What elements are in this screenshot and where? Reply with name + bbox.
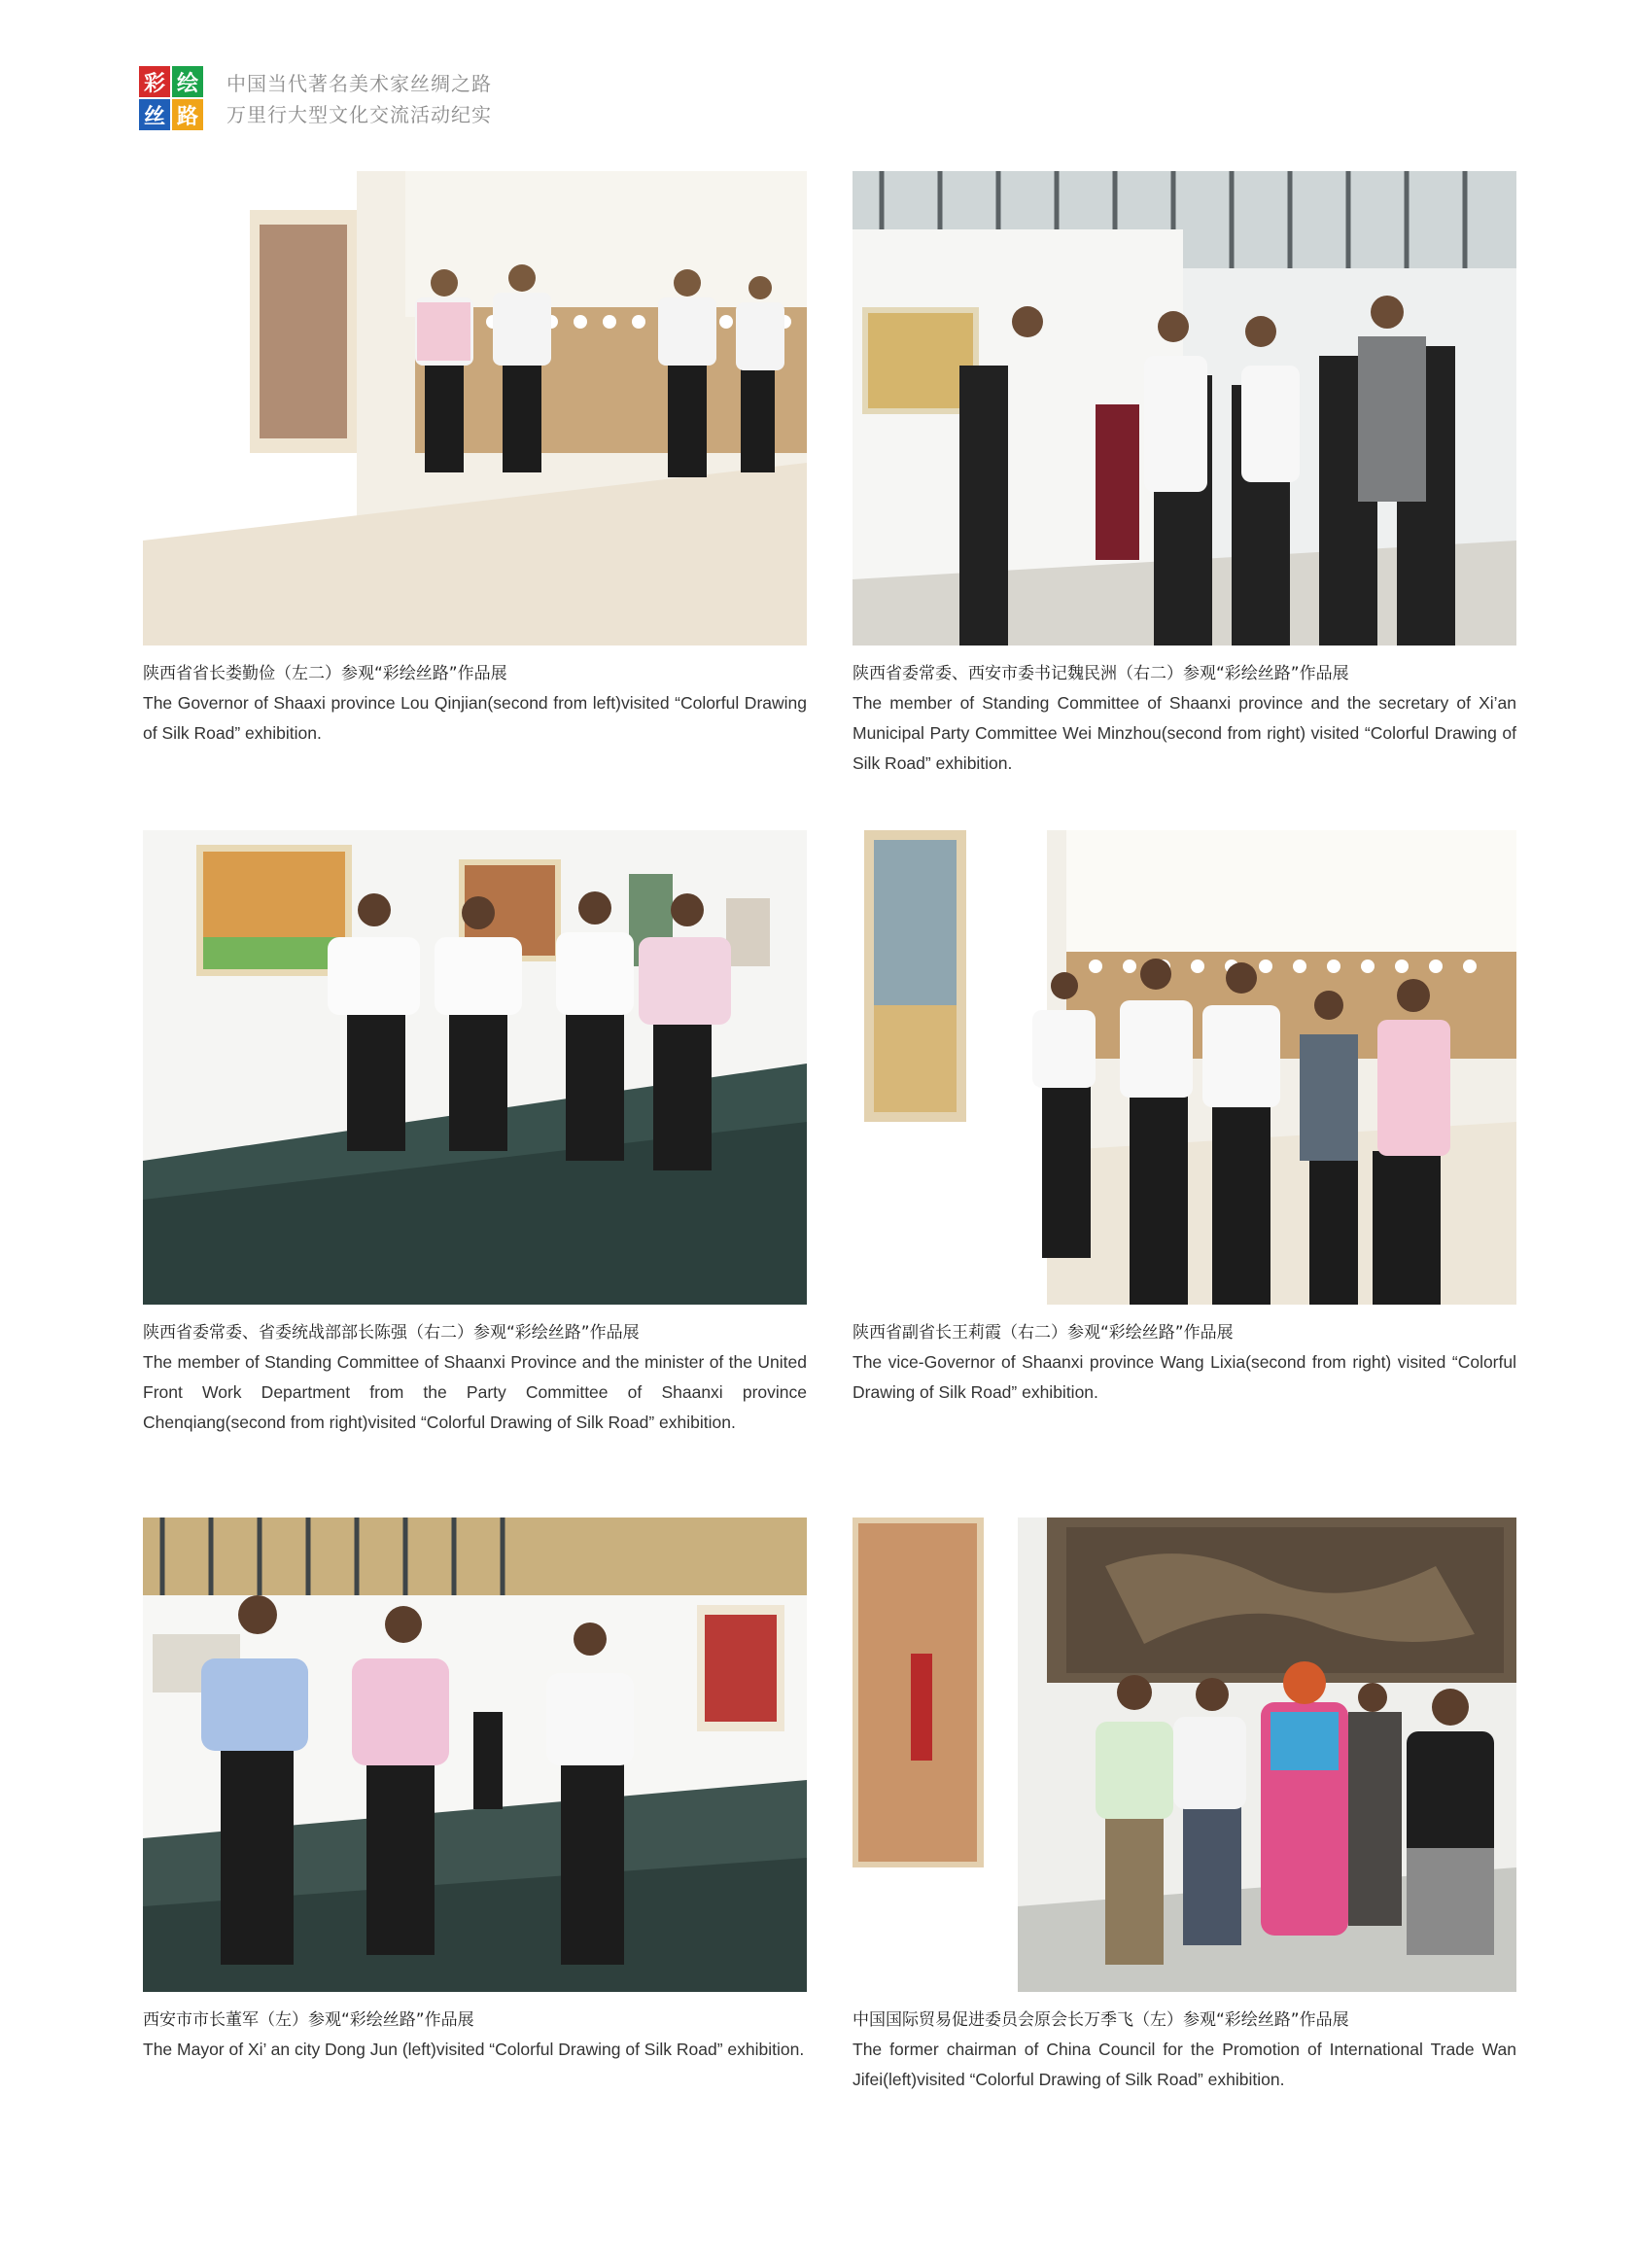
photo-caption-cn: 陕西省副省长王莉霞（右二）参观“彩绘丝路”作品展 xyxy=(853,1323,1234,1343)
photo-block-4 xyxy=(853,830,1516,1408)
exhibition-photo-2 xyxy=(853,171,1516,646)
photo-caption-cn: 陕西省委常委、省委统战部部长陈强（右二）参观“彩绘丝路”作品展 xyxy=(143,1323,640,1343)
photo-caption-en: The Mayor of Xi’ an city Dong Jun (left)visited “Colorful Drawing of Silk Road” exhibition. xyxy=(143,2040,805,2059)
brand-logo xyxy=(139,66,203,130)
photo-block-5 xyxy=(143,1518,807,2065)
photo-block-3 xyxy=(143,830,807,1438)
exhibition-photo-5 xyxy=(143,1518,807,1992)
photo-block-6 xyxy=(853,1518,1516,2095)
photo-caption-en: The member of Standing Committee of Shaanxi province and the secretary of Xi’an Municipal Party Committee Wei Minzhou(second from right) visited “Colorful Drawing of Silk Road” exhibition. xyxy=(853,693,1516,773)
photo-caption-cn: 陕西省省长娄勤俭（左二）参观“彩绘丝路”作品展 xyxy=(143,664,507,683)
photo-caption-en: The Governor of Shaaxi province Lou Qinjian(second from left)visited “Colorful Drawing of Silk Road” exhibition. xyxy=(143,693,807,743)
photo-caption-cn: 陕西省委常委、西安市委书记魏民洲（右二）参观“彩绘丝路”作品展 xyxy=(853,664,1349,683)
exhibition-photo-3 xyxy=(143,830,807,1305)
photo-block-2 xyxy=(853,171,1516,779)
photo-block-1 xyxy=(143,171,807,749)
page-header-title xyxy=(226,68,492,130)
photo-caption-cn: 西安市市长董军（左）参观“彩绘丝路”作品展 xyxy=(143,2010,474,2030)
logo-char: 路 xyxy=(172,99,203,130)
exhibition-photo-1 xyxy=(143,171,807,646)
header-title-line2: 万里行大型文化交流活动纪实 xyxy=(226,103,492,126)
logo-char: 丝 xyxy=(139,99,170,130)
exhibition-photo-4 xyxy=(853,830,1516,1305)
photo-caption-cn: 中国国际贸易促进委员会原会长万季飞（左）参观“彩绘丝路”作品展 xyxy=(853,2010,1349,2030)
logo-char: 绘 xyxy=(172,66,203,97)
logo-char: 彩 xyxy=(139,66,170,97)
photo-caption-en: The member of Standing Committee of Shaanxi Province and the minister of the United Front Work Department from the Party Committee of Shaanxi province Chenqiang(second from right)visited “Colorful Drawing of Silk Road” exhibition. xyxy=(143,1352,807,1432)
photo-caption-en: The vice-Governor of Shaanxi province Wang Lixia(second from right) visited “Colorful Drawing of Silk Road” exhibition. xyxy=(853,1352,1516,1402)
photo-caption-en: The former chairman of China Council for the Promotion of International Trade Wan Jifei(left)visited “Colorful Drawing of Silk Road” exhibition. xyxy=(853,2040,1516,2089)
header-title-line1: 中国当代著名美术家丝绸之路 xyxy=(226,72,492,95)
exhibition-photo-6 xyxy=(853,1518,1516,1992)
